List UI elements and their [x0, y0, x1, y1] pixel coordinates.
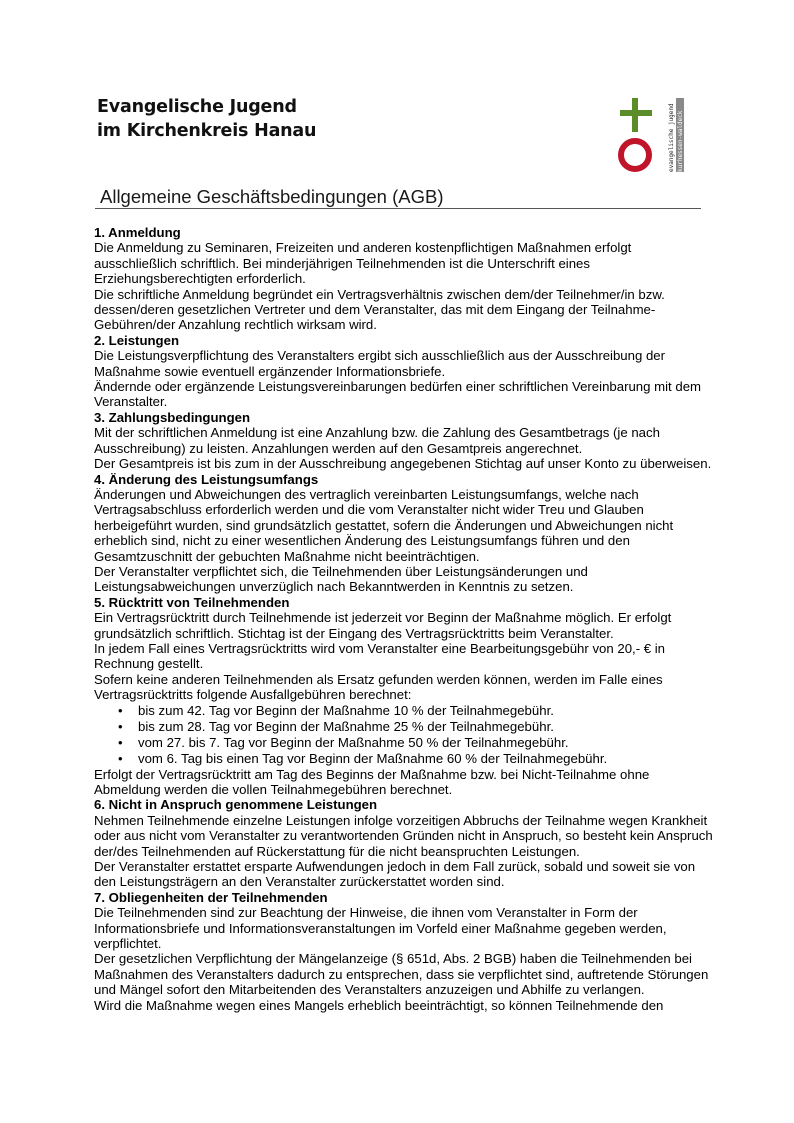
- section-heading: 7. Obliegenheiten der Teilnehmenden: [94, 889, 328, 905]
- document-title: Allgemeine Geschäftsbedingungen (AGB): [100, 186, 444, 207]
- plus-icon: [620, 98, 652, 132]
- section-paragraph: Ändernde oder ergänzende Leistungsvereinbarungen bedürfen einer schriftlichen Vereinbarung mit dem Veranstalter.: [94, 379, 702, 410]
- document-body: [94, 225, 714, 1013]
- fee-list: [94, 703, 714, 767]
- section-heading: 4. Änderung des Leistungsumfangs: [94, 471, 319, 487]
- section-heading: 6. Nicht in Anspruch genommene Leistungen: [94, 797, 378, 813]
- logo-graphic: [618, 96, 688, 178]
- agb-section: [94, 472, 714, 595]
- logo-text-bottom: kurhessen-waldeck: [677, 110, 684, 172]
- section-heading: 1. Anmeldung: [94, 225, 181, 240]
- fee-list-item: • vom 6. Tag bis einen Tag vor Beginn der Maßnahme 60 % der Teilnahmegebühr.: [94, 751, 714, 767]
- fee-list-item: • vom 27. bis 7. Tag vor Beginn der Maßnahme 50 % der Teilnahmegebühr.: [94, 735, 714, 751]
- agb-section: [94, 410, 714, 472]
- section-paragraph: Die schriftliche Anmeldung begründet ein Vertragsverhältnis zwischen dem/der Teilnehmer/in bzw. dessen/deren gesetzlichen Vertreter und dem Veranstalter, das mit dem Eingang der Teilnahme-Gebühren/der Anzahlung rechtlich wirksam wird.: [94, 286, 665, 333]
- section-heading: 5. Rücktritt von Teilnehmenden: [94, 594, 290, 610]
- ejkw-logo: [618, 96, 688, 178]
- circle-icon: [621, 141, 649, 169]
- title-divider: [95, 208, 701, 209]
- section-heading: 2. Leistungen: [94, 332, 179, 348]
- section-paragraph: Der Veranstalter erstattet ersparte Aufwendungen jedoch in dem Fall zurück, sobald und soweit sie von den Leistungsträgern an den Veranstalter zurückerstattet worden sind.: [94, 859, 696, 890]
- org-name-line-2: im Kirchenkreis Hanau: [97, 121, 317, 141]
- fee-list-item: • bis zum 42. Tag vor Beginn der Maßnahme 10 % der Teilnahmegebühr.: [94, 703, 714, 719]
- section-paragraph: Ein Vertragsrücktritt durch Teilnehmende ist jederzeit vor Beginn der Maßnahme möglich. Er erfolgt grundsätzlich schriftlich. Stichtag ist der Eingang des Vertragsrücktritts beim Veranstalter.: [94, 610, 672, 641]
- agb-section: [94, 333, 714, 410]
- org-name: [97, 95, 316, 143]
- section-paragraph: Der Gesamtpreis ist bis zum in der Ausschreibung angegebenen Stichtag auf unser Konto zu überweisen.: [94, 456, 712, 472]
- logo-text-top: evangelische jugend: [668, 103, 675, 172]
- agb-section: [94, 890, 714, 1013]
- section-paragraph: Der gesetzlichen Verpflichtung der Mängelanzeige (§ 651d, Abs. 2 BGB) haben die Teilnehmenden bei Maßnahmen des Veranstalters dadurch zu entsprechen, dass sie verpflichtet sind, auftretende Störungen und Mängel sofort den Mitarbeitenden des Veranstalters anzuzeigen und Abhilfe zu verlangen.: [94, 951, 709, 998]
- section-paragraph: Wird die Maßnahme wegen eines Mangels erheblich beeinträchtigt, so können Teilnehmende den: [94, 997, 664, 1013]
- section-paragraph: Die Anmeldung zu Seminaren, Freizeiten und anderen kostenpflichtigen Maßnahmen erfolgt ausschließlich schriftlich. Bei minderjährigen Teilnehmenden ist die Unterschrift eines Erziehungsberechtigten erforderlich.: [94, 240, 632, 287]
- section-paragraph: Sofern keine anderen Teilnehmenden als Ersatz gefunden werden können, werden im Falle eines Vertragsrücktritts folgende Ausfallgebühren berechnet:: [94, 671, 663, 703]
- org-name-line-1: Evangelische Jugend: [97, 97, 297, 117]
- section-paragraph: Der Veranstalter verpflichtet sich, die Teilnehmenden über Leistungsänderungen und Leistungsabweichungen unverzüglich nach Bekanntwerden in Kenntnis zu setzen.: [94, 563, 588, 595]
- section-paragraph: Änderungen und Abweichungen des vertraglich vereinbarten Leistungsumfangs, welche nach Vertragsabschluss erforderlich werden und die vom Veranstalter nicht wider Treu und Glauben herbeigeführt wurden, sind grundsätzlich gestattet, sofern die Änderungen und Abweichungen nicht erheblich sind, nicht zu einer wesentlichen Änderung des Leistungsumfangs führen und den Gesamtzuschnitt der gebuchten Maßnahme nicht beeinträchtigen.: [94, 486, 674, 564]
- section-paragraph: Die Teilnehmenden sind zur Beachtung der Hinweise, die ihnen vom Veranstalter in Form der Informationsbriefe und Informationsveranstaltungen im Vorfeld einer Maßnahme gegeben werden, verpflichtet.: [94, 905, 667, 952]
- section-paragraph: Nehmen Teilnehmende einzelne Leistungen infolge vorzeitigen Abbruchs der Teilnahme wegen Krankheit oder aus nicht vom Veranstalter zu verantwortenden Gründen nicht in Anspruch, so besteht kein Anspruch der/des Teilnehmenden auf Rückerstattung für die nicht beanspruchten Leistungen.: [94, 812, 713, 859]
- section-paragraph: Die Leistungsverpflichtung des Veranstalters ergibt sich ausschließlich aus der Ausschreibung der Maßnahme sowie eventuell ergänzender Informationsbriefe.: [94, 348, 666, 379]
- fee-list-item: • bis zum 28. Tag vor Beginn der Maßnahme 25 % der Teilnahmegebühr.: [94, 719, 714, 735]
- section-paragraph: Mit der schriftlichen Anmeldung ist eine Anzahlung bzw. die Zahlung des Gesamtbetrags (je nach Ausschreibung) zu leisten. Anzahlungen werden auf den Gesamtpreis angerechnet.: [94, 425, 660, 456]
- agb-section: [94, 225, 714, 333]
- section-paragraph: In jedem Fall eines Vertragsrücktritts wird vom Veranstalter eine Bearbeitungsgebühr von 20,- € in Rechnung gestellt.: [94, 640, 666, 672]
- section-heading: 3. Zahlungsbedingungen: [94, 409, 251, 425]
- agb-section: [94, 595, 714, 798]
- section-paragraph: Erfolgt der Vertragsrücktritt am Tag des Beginns der Maßnahme bzw. bei Nicht-Teilnahme ohne Abmeldung werden die vollen Teilnahmegebühren berechnet.: [94, 766, 650, 797]
- agb-section: [94, 797, 714, 889]
